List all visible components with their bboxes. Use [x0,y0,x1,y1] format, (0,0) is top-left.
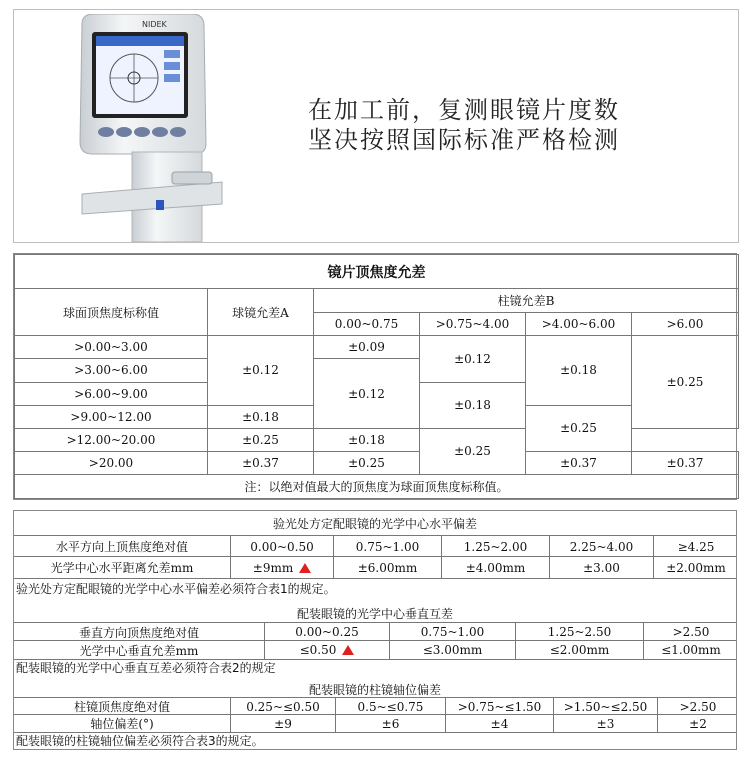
s1-range: 1.25~2.00 [441,536,549,557]
s2-value: ≤3.00mm [389,641,515,659]
s1-range: 0.75~1.00 [333,536,441,557]
s2-value: ≤1.00mm [643,641,738,659]
nominal-range: >12.00~20.00 [15,428,208,451]
nominal-range: >9.00~12.00 [15,405,208,428]
cyl-range: 0.00~0.75 [314,313,420,336]
cyl1-value: ±0.25 [314,451,420,474]
cyl-range: >6.00 [632,313,739,336]
s3-value: ±6 [335,715,445,732]
s2-range: >2.50 [643,623,738,641]
s3-range: >2.50 [657,698,738,715]
section2-title: 配装眼镜的光学中心垂直互差 [296,607,453,621]
nominal-range: >6.00~9.00 [15,382,208,405]
s2-value: ≤0.50 [299,643,337,657]
s2-value-cell [264,641,389,659]
section1-note: 验光处方定配眼镜的光学中心水平偏差必须符合表1的规定。 [16,582,336,596]
product-banner [13,9,739,243]
s2-range: 1.25~2.50 [515,623,643,641]
s1-value: ±6.00mm [333,557,441,578]
s2-range: 0.75~1.00 [389,623,515,641]
slogan-line-1: 在加工前，复测眼镜片度数 [308,96,620,124]
s1-value: ±3.00 [549,557,653,578]
s1-value: ±9mm [252,560,294,575]
sphere-value: ±0.25 [208,428,314,451]
cyl2-value: ±0.18 [420,382,526,428]
section1-label-power: 水平方向上顶焦度绝对值 [55,540,188,554]
s1-value-cell [230,557,333,578]
s2-value: ≤2.00mm [515,641,643,659]
header-cylinder-tolerance: 柱镜允差B [314,289,739,313]
s1-range: 2.25~4.00 [549,536,653,557]
s3-value: ±3 [553,715,657,732]
sphere-value: ±0.18 [208,405,314,428]
cyl-range: >0.75~4.00 [420,313,526,336]
nominal-range: >0.00~3.00 [15,336,208,359]
cyl2-value: ±0.25 [420,428,526,474]
s1-range: 0.00~0.50 [230,536,333,557]
header-sphere-tolerance: 球镜允差A [208,289,314,336]
section1-label-tolerance: 光学中心水平距离允差mm [50,561,194,575]
warning-triangle-icon [342,645,354,655]
lensmeter-device-image [72,14,242,242]
section3-note: 配装眼镜的柱镜轴位偏差必须符合表3的规定。 [16,734,264,748]
table-title: 镜片顶焦度允差 [15,255,739,289]
s3-range: >1.50~≤2.50 [553,698,657,715]
s3-value: ±2 [657,715,738,732]
section1-title: 验光处方定配眼镜的光学中心水平偏差 [272,517,477,531]
cyl4-value: ±0.37 [632,451,739,474]
s3-range: >0.75~≤1.50 [445,698,553,715]
section3-label-deviation: 轴位偏差(°) [90,717,154,731]
cyl3-value: ±0.25 [526,405,632,451]
cyl1-value: ±0.09 [314,336,420,359]
s1-value: ±4.00mm [441,557,549,578]
s2-range: 0.00~0.25 [264,623,389,641]
section1-value-row [14,556,736,579]
sphere-value: ±0.12 [208,336,314,405]
section2-label-tolerance: 光学中心垂直允差mm [79,643,199,658]
table-note: 注：以绝对值最大的顶焦度为球面顶焦度标称值。 [15,474,739,498]
warning-triangle-icon [299,563,311,573]
s1-value: ±2.00mm [653,557,738,578]
cyl1-value: ±0.12 [314,359,420,428]
nominal-range: >20.00 [15,451,208,474]
slogan-line-2: 坚决按照国际标准严格检测 [308,126,620,154]
cyl3-value: ±0.37 [526,451,632,474]
section2-range-row [14,622,736,641]
cyl1-value: ±0.18 [314,428,420,451]
section2-label-power: 垂直方向顶焦度绝对值 [78,625,199,640]
cyl-range: >4.00~6.00 [526,313,632,336]
section3-title: 配装眼镜的柱镜轴位偏差 [308,683,441,697]
section1-range-row [14,535,736,557]
s3-range: 0.5~≤0.75 [335,698,445,715]
cyl3-value: ±0.18 [526,336,632,405]
s3-value: ±4 [445,715,553,732]
cyl4-value: ±0.25 [632,336,739,428]
s3-range: 0.25~≤0.50 [230,698,335,715]
brand-logo: NIDEK [142,20,167,29]
nominal-range: >3.00~6.00 [15,359,208,382]
s1-range: ≥4.25 [653,536,738,557]
cyl2-value: ±0.12 [420,336,526,382]
s3-value: ±9 [230,715,335,732]
section2-value-row [14,640,736,660]
section3-value-row [14,714,736,733]
section3-label-power: 柱镜顶焦度绝对值 [73,700,170,714]
sphere-value: ±0.37 [208,451,314,474]
section2-note: 配装眼镜的光学中心垂直互差必须符合表2的规定 [16,661,276,675]
optical-center-tolerance-tables [13,510,737,750]
header-nominal: 球面顶焦度标称值 [15,289,208,336]
vertex-power-tolerance-table [13,253,737,500]
section3-range-row [14,697,736,715]
